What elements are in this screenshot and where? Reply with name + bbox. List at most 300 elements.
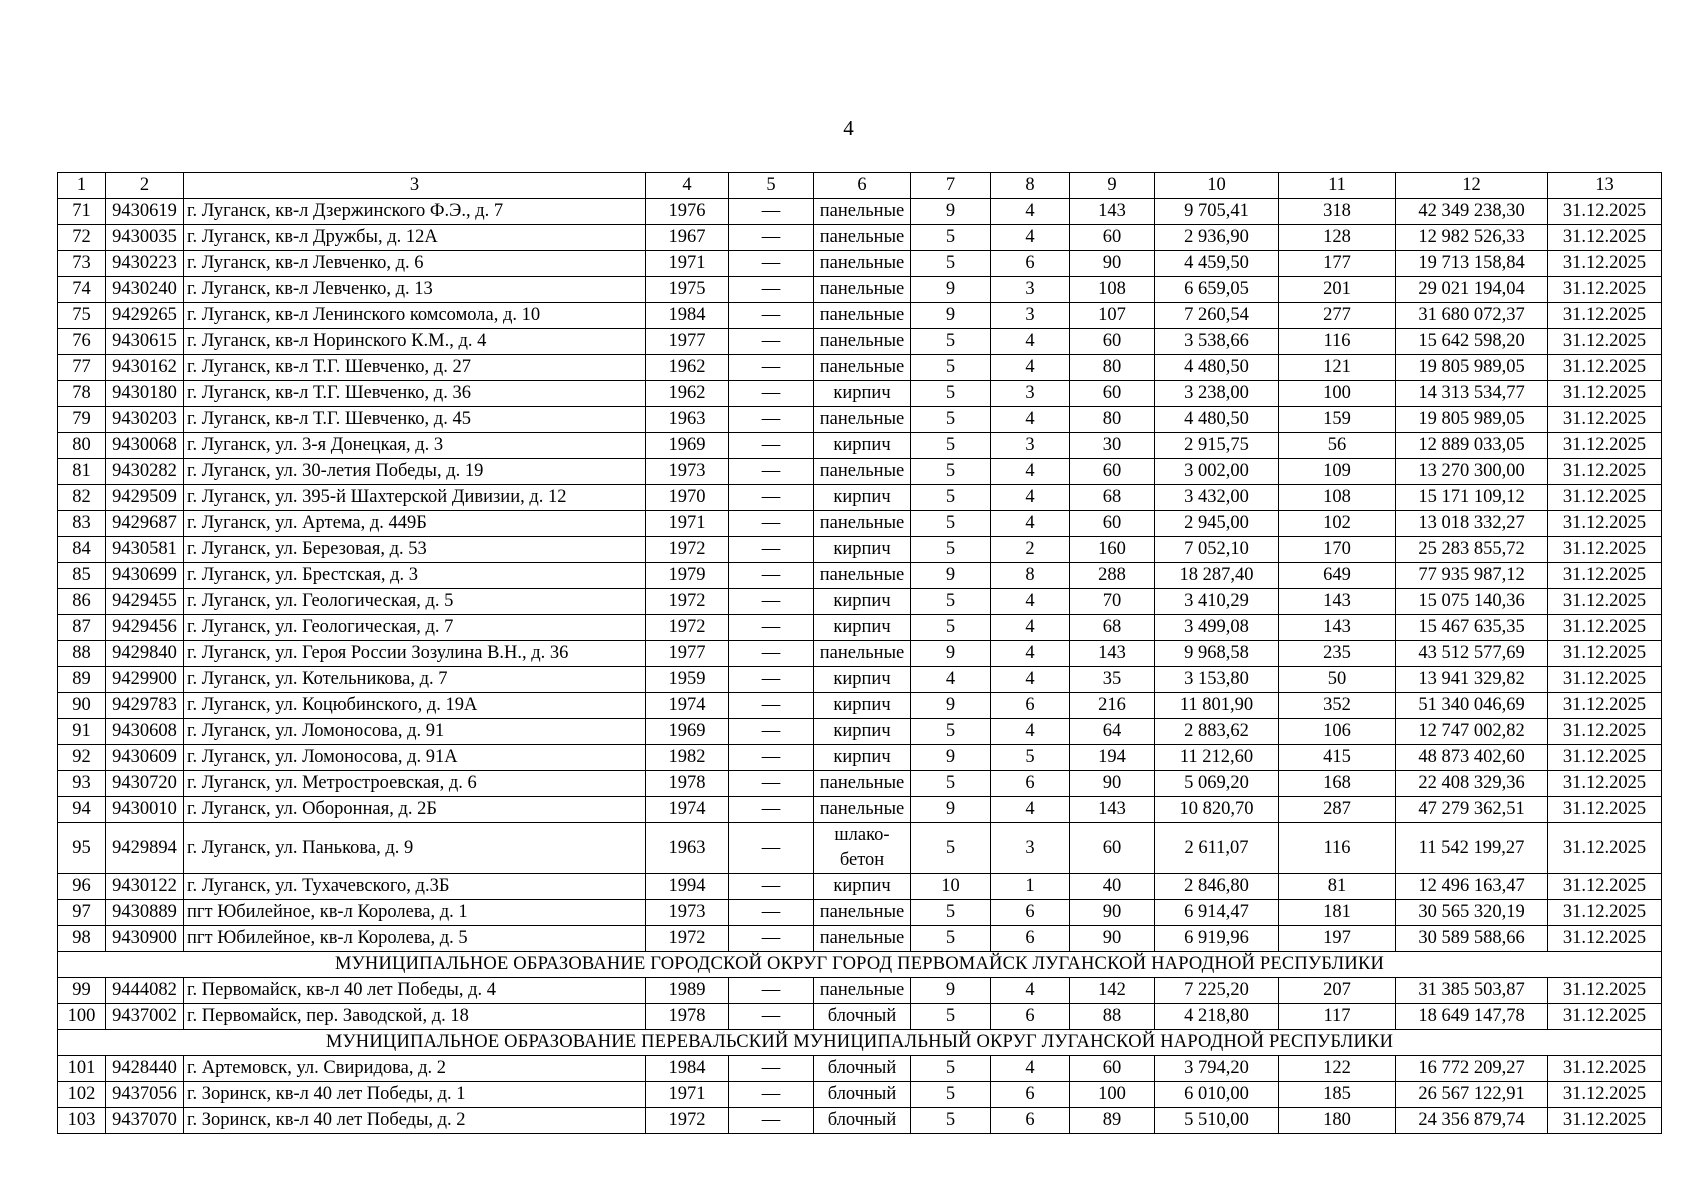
residents-cell: 352 — [1279, 693, 1396, 719]
table-row — [58, 978, 1662, 1004]
apartments-cell: 60 — [1070, 329, 1155, 355]
cost-cell: 25 283 855,72 — [1396, 537, 1548, 563]
cost-cell: 47 279 362,51 — [1396, 797, 1548, 823]
area-cell: 4 480,50 — [1155, 407, 1279, 433]
deadline-cell: 31.12.2025 — [1548, 459, 1662, 485]
wall-material-cell: блочный — [814, 1056, 911, 1082]
object-code-cell: 9430609 — [106, 745, 184, 771]
address-cell: г. Луганск, ул. Котельникова, д. 7 — [184, 667, 646, 693]
year-built-cell: 1963 — [646, 407, 729, 433]
dash-col-cell: — — [729, 303, 814, 329]
object-code-cell: 9429894 — [106, 823, 184, 874]
residents-cell: 277 — [1279, 303, 1396, 329]
year-built-cell: 1971 — [646, 1082, 729, 1108]
table-row — [58, 719, 1662, 745]
dash-col-cell: — — [729, 926, 814, 952]
deadline-cell: 31.12.2025 — [1548, 926, 1662, 952]
address-cell: г. Первомайск, пер. Заводской, д. 18 — [184, 1004, 646, 1030]
column-header: 7 — [911, 173, 991, 199]
area-cell: 3 238,00 — [1155, 381, 1279, 407]
floors-cell: 5 — [911, 771, 991, 797]
residents-cell: 56 — [1279, 433, 1396, 459]
table-row — [58, 874, 1662, 900]
row-number-cell: 82 — [58, 485, 106, 511]
wall-material-cell: панельные — [814, 563, 911, 589]
year-built-cell: 1972 — [646, 1108, 729, 1134]
entrances-cell: 4 — [991, 719, 1070, 745]
wall-material-cell: кирпич — [814, 381, 911, 407]
entrances-cell: 4 — [991, 511, 1070, 537]
table-row — [58, 745, 1662, 771]
entrances-cell: 4 — [991, 1056, 1070, 1082]
area-cell: 3 538,66 — [1155, 329, 1279, 355]
table-row — [58, 771, 1662, 797]
deadline-cell: 31.12.2025 — [1548, 823, 1662, 874]
cost-cell: 15 642 598,20 — [1396, 329, 1548, 355]
object-code-cell: 9429455 — [106, 589, 184, 615]
floors-cell: 5 — [911, 1004, 991, 1030]
entrances-cell: 6 — [991, 251, 1070, 277]
column-header: 9 — [1070, 173, 1155, 199]
area-cell: 9 968,58 — [1155, 641, 1279, 667]
dash-col-cell: — — [729, 1056, 814, 1082]
object-code-cell: 9429687 — [106, 511, 184, 537]
year-built-cell: 1972 — [646, 615, 729, 641]
object-code-cell: 9437070 — [106, 1108, 184, 1134]
wall-material-cell: панельные — [814, 900, 911, 926]
address-cell: г. Луганск, кв-л Левченко, д. 6 — [184, 251, 646, 277]
dash-col-cell: — — [729, 823, 814, 874]
area-cell: 2 611,07 — [1155, 823, 1279, 874]
entrances-cell: 4 — [991, 641, 1070, 667]
page-number: 4 — [843, 116, 854, 140]
table-row — [58, 926, 1662, 952]
cost-cell: 13 941 329,82 — [1396, 667, 1548, 693]
entrances-cell: 4 — [991, 667, 1070, 693]
deadline-cell: 31.12.2025 — [1548, 303, 1662, 329]
residents-cell: 185 — [1279, 1082, 1396, 1108]
apartments-cell: 60 — [1070, 459, 1155, 485]
table-row — [58, 615, 1662, 641]
apartments-cell: 160 — [1070, 537, 1155, 563]
object-code-cell: 9430035 — [106, 225, 184, 251]
entrances-cell: 4 — [991, 355, 1070, 381]
object-code-cell: 9430010 — [106, 797, 184, 823]
residents-cell: 100 — [1279, 381, 1396, 407]
residents-cell: 170 — [1279, 537, 1396, 563]
area-cell: 6 919,96 — [1155, 926, 1279, 952]
table-body — [58, 199, 1662, 1134]
floors-cell: 5 — [911, 1108, 991, 1134]
table-row — [58, 1004, 1662, 1030]
table-row — [58, 381, 1662, 407]
address-cell: г. Луганск, ул. Геологическая, д. 5 — [184, 589, 646, 615]
deadline-cell: 31.12.2025 — [1548, 407, 1662, 433]
row-number-cell: 75 — [58, 303, 106, 329]
deadline-cell: 31.12.2025 — [1548, 1108, 1662, 1134]
wall-material-cell: кирпич — [814, 433, 911, 459]
object-code-cell: 9430240 — [106, 277, 184, 303]
floors-cell: 9 — [911, 978, 991, 1004]
wall-material-cell: панельные — [814, 303, 911, 329]
apartments-cell: 89 — [1070, 1108, 1155, 1134]
row-number-cell: 101 — [58, 1056, 106, 1082]
year-built-cell: 1976 — [646, 199, 729, 225]
address-cell: г. Зоринск, кв-л 40 лет Победы, д. 2 — [184, 1108, 646, 1134]
apartments-cell: 143 — [1070, 199, 1155, 225]
column-header: 2 — [106, 173, 184, 199]
wall-material-cell: панельные — [814, 355, 911, 381]
deadline-cell: 31.12.2025 — [1548, 199, 1662, 225]
residents-cell: 287 — [1279, 797, 1396, 823]
dash-col-cell: — — [729, 797, 814, 823]
residents-cell: 207 — [1279, 978, 1396, 1004]
residents-cell: 128 — [1279, 225, 1396, 251]
object-code-cell: 9429509 — [106, 485, 184, 511]
cost-cell: 42 349 238,30 — [1396, 199, 1548, 225]
floors-cell: 5 — [911, 589, 991, 615]
row-number-cell: 93 — [58, 771, 106, 797]
residents-cell: 102 — [1279, 511, 1396, 537]
address-cell: г. Луганск, ул. Героя России Зозулина В.Н., д. 36 — [184, 641, 646, 667]
table-row — [58, 1056, 1662, 1082]
entrances-cell: 6 — [991, 1108, 1070, 1134]
area-cell: 3 794,20 — [1155, 1056, 1279, 1082]
object-code-cell: 9430615 — [106, 329, 184, 355]
year-built-cell: 1974 — [646, 797, 729, 823]
apartments-cell: 90 — [1070, 900, 1155, 926]
floors-cell: 5 — [911, 615, 991, 641]
year-built-cell: 1974 — [646, 693, 729, 719]
apartments-cell: 108 — [1070, 277, 1155, 303]
deadline-cell: 31.12.2025 — [1548, 251, 1662, 277]
entrances-cell: 3 — [991, 381, 1070, 407]
object-code-cell: 9430900 — [106, 926, 184, 952]
year-built-cell: 1969 — [646, 719, 729, 745]
residents-cell: 108 — [1279, 485, 1396, 511]
table-row — [58, 485, 1662, 511]
dash-col-cell: — — [729, 978, 814, 1004]
address-cell: г. Луганск, ул. 395-й Шахтерской Дивизии, д. 12 — [184, 485, 646, 511]
section-heading-row — [58, 1030, 1662, 1056]
header-row — [58, 173, 1662, 199]
area-cell: 6 010,00 — [1155, 1082, 1279, 1108]
column-header: 8 — [991, 173, 1070, 199]
entrances-cell: 4 — [991, 199, 1070, 225]
deadline-cell: 31.12.2025 — [1548, 563, 1662, 589]
residents-cell: 50 — [1279, 667, 1396, 693]
row-number-cell: 80 — [58, 433, 106, 459]
table-row — [58, 537, 1662, 563]
section-heading-row — [58, 952, 1662, 978]
object-code-cell: 9428440 — [106, 1056, 184, 1082]
dash-col-cell: — — [729, 251, 814, 277]
residents-cell: 116 — [1279, 823, 1396, 874]
object-code-cell: 9429900 — [106, 667, 184, 693]
apartments-cell: 30 — [1070, 433, 1155, 459]
dash-col-cell: — — [729, 589, 814, 615]
area-cell: 7 052,10 — [1155, 537, 1279, 563]
section-heading: МУНИЦИПАЛЬНОЕ ОБРАЗОВАНИЕ ГОРОДСКОЙ ОКРУГ ГОРОД ПЕРВОМАЙСК ЛУГАНСКОЙ НАРОДНОЙ РЕСПУБЛИКИ — [58, 952, 1662, 978]
address-cell: г. Первомайск, кв-л 40 лет Победы, д. 4 — [184, 978, 646, 1004]
address-cell: г. Зоринск, кв-л 40 лет Победы, д. 1 — [184, 1082, 646, 1108]
address-cell: г. Луганск, ул. Березовая, д. 53 — [184, 537, 646, 563]
dash-col-cell: — — [729, 563, 814, 589]
dash-col-cell: — — [729, 537, 814, 563]
apartments-cell: 90 — [1070, 926, 1155, 952]
floors-cell: 9 — [911, 277, 991, 303]
floors-cell: 5 — [911, 926, 991, 952]
year-built-cell: 1977 — [646, 641, 729, 667]
dash-col-cell: — — [729, 1082, 814, 1108]
area-cell: 5 510,00 — [1155, 1108, 1279, 1134]
dash-col-cell: — — [729, 615, 814, 641]
entrances-cell: 3 — [991, 823, 1070, 874]
entrances-cell: 4 — [991, 225, 1070, 251]
object-code-cell: 9430282 — [106, 459, 184, 485]
floors-cell: 9 — [911, 797, 991, 823]
object-code-cell: 9444082 — [106, 978, 184, 1004]
address-cell: г. Луганск, кв-л Т.Г. Шевченко, д. 27 — [184, 355, 646, 381]
cost-cell: 22 408 329,36 — [1396, 771, 1548, 797]
row-number-cell: 97 — [58, 900, 106, 926]
apartments-cell: 68 — [1070, 615, 1155, 641]
entrances-cell: 5 — [991, 745, 1070, 771]
row-number-cell: 92 — [58, 745, 106, 771]
deadline-cell: 31.12.2025 — [1548, 433, 1662, 459]
apartments-cell: 80 — [1070, 355, 1155, 381]
address-cell: г. Луганск, кв-л Т.Г. Шевченко, д. 36 — [184, 381, 646, 407]
deadline-cell: 31.12.2025 — [1548, 355, 1662, 381]
wall-material-cell: панельные — [814, 459, 911, 485]
dash-col-cell: — — [729, 225, 814, 251]
area-cell: 18 287,40 — [1155, 563, 1279, 589]
wall-material-cell: кирпич — [814, 667, 911, 693]
object-code-cell: 9429783 — [106, 693, 184, 719]
area-cell: 4 218,80 — [1155, 1004, 1279, 1030]
address-cell: г. Луганск, ул. Оборонная, д. 2Б — [184, 797, 646, 823]
year-built-cell: 1979 — [646, 563, 729, 589]
address-cell: г. Луганск, кв-л Норинского К.М., д. 4 — [184, 329, 646, 355]
row-number-cell: 76 — [58, 329, 106, 355]
entrances-cell: 6 — [991, 1082, 1070, 1108]
deadline-cell: 31.12.2025 — [1548, 1056, 1662, 1082]
area-cell: 5 069,20 — [1155, 771, 1279, 797]
apartments-cell: 60 — [1070, 823, 1155, 874]
object-code-cell: 9430699 — [106, 563, 184, 589]
column-header: 5 — [729, 173, 814, 199]
table-row — [58, 823, 1662, 874]
wall-material-cell: блочный — [814, 1108, 911, 1134]
year-built-cell: 1973 — [646, 900, 729, 926]
residents-cell: 168 — [1279, 771, 1396, 797]
wall-material-cell: кирпич — [814, 615, 911, 641]
residents-cell: 116 — [1279, 329, 1396, 355]
table-row — [58, 693, 1662, 719]
table-row — [58, 407, 1662, 433]
residents-cell: 197 — [1279, 926, 1396, 952]
cost-cell: 13 270 300,00 — [1396, 459, 1548, 485]
wall-material-cell: панельные — [814, 978, 911, 1004]
cost-cell: 51 340 046,69 — [1396, 693, 1548, 719]
entrances-cell: 4 — [991, 589, 1070, 615]
row-number-cell: 96 — [58, 874, 106, 900]
deadline-cell: 31.12.2025 — [1548, 641, 1662, 667]
floors-cell: 5 — [911, 485, 991, 511]
dash-col-cell: — — [729, 511, 814, 537]
area-cell: 3 410,29 — [1155, 589, 1279, 615]
cost-cell: 19 805 989,05 — [1396, 407, 1548, 433]
cost-cell: 26 567 122,91 — [1396, 1082, 1548, 1108]
year-built-cell: 1971 — [646, 511, 729, 537]
year-built-cell: 1967 — [646, 225, 729, 251]
apartments-cell: 90 — [1070, 771, 1155, 797]
wall-material-cell: кирпич — [814, 719, 911, 745]
year-built-cell: 1970 — [646, 485, 729, 511]
object-code-cell: 9437002 — [106, 1004, 184, 1030]
wall-material-cell: кирпич — [814, 485, 911, 511]
floors-cell: 4 — [911, 667, 991, 693]
cost-cell: 43 512 577,69 — [1396, 641, 1548, 667]
row-number-cell: 103 — [58, 1108, 106, 1134]
dash-col-cell: — — [729, 381, 814, 407]
object-code-cell: 9429265 — [106, 303, 184, 329]
cost-cell: 15 467 635,35 — [1396, 615, 1548, 641]
wall-material-cell: кирпич — [814, 693, 911, 719]
table-row — [58, 563, 1662, 589]
entrances-cell: 3 — [991, 303, 1070, 329]
area-cell: 6 659,05 — [1155, 277, 1279, 303]
address-cell: г. Луганск, кв-л Дружбы, д. 12А — [184, 225, 646, 251]
address-cell: г. Луганск, кв-л Ленинского комсомола, д. 10 — [184, 303, 646, 329]
apartments-cell: 60 — [1070, 225, 1155, 251]
row-number-cell: 83 — [58, 511, 106, 537]
deadline-cell: 31.12.2025 — [1548, 589, 1662, 615]
deadline-cell: 31.12.2025 — [1548, 381, 1662, 407]
entrances-cell: 1 — [991, 874, 1070, 900]
table-row — [58, 355, 1662, 381]
row-number-cell: 98 — [58, 926, 106, 952]
table-row — [58, 641, 1662, 667]
floors-cell: 5 — [911, 1056, 991, 1082]
area-cell: 2 945,00 — [1155, 511, 1279, 537]
address-cell: г. Луганск, кв-л Левченко, д. 13 — [184, 277, 646, 303]
row-number-cell: 102 — [58, 1082, 106, 1108]
floors-cell: 9 — [911, 693, 991, 719]
row-number-cell: 88 — [58, 641, 106, 667]
row-number-cell: 72 — [58, 225, 106, 251]
address-cell: г. Луганск, кв-л Т.Г. Шевченко, д. 45 — [184, 407, 646, 433]
cost-cell: 12 889 033,05 — [1396, 433, 1548, 459]
object-code-cell: 9429840 — [106, 641, 184, 667]
object-code-cell: 9430203 — [106, 407, 184, 433]
cost-cell: 12 496 163,47 — [1396, 874, 1548, 900]
year-built-cell: 1972 — [646, 537, 729, 563]
wall-material-cell: панельные — [814, 407, 911, 433]
area-cell: 2 915,75 — [1155, 433, 1279, 459]
entrances-cell: 6 — [991, 900, 1070, 926]
floors-cell: 5 — [911, 823, 991, 874]
address-cell: г. Луганск, ул. Метростроевская, д. 6 — [184, 771, 646, 797]
address-cell: г. Луганск, ул. Панькова, д. 9 — [184, 823, 646, 874]
apartments-cell: 60 — [1070, 511, 1155, 537]
floors-cell: 5 — [911, 537, 991, 563]
floors-cell: 5 — [911, 433, 991, 459]
year-built-cell: 1963 — [646, 823, 729, 874]
dash-col-cell: — — [729, 745, 814, 771]
apartments-cell: 288 — [1070, 563, 1155, 589]
floors-cell: 9 — [911, 303, 991, 329]
deadline-cell: 31.12.2025 — [1548, 537, 1662, 563]
entrances-cell: 4 — [991, 407, 1070, 433]
apartments-cell: 40 — [1070, 874, 1155, 900]
deadline-cell: 31.12.2025 — [1548, 485, 1662, 511]
apartments-cell: 70 — [1070, 589, 1155, 615]
deadline-cell: 31.12.2025 — [1548, 1004, 1662, 1030]
wall-material-cell: кирпич — [814, 589, 911, 615]
table-row — [58, 433, 1662, 459]
floors-cell: 10 — [911, 874, 991, 900]
cost-cell: 13 018 332,27 — [1396, 511, 1548, 537]
table-row — [58, 667, 1662, 693]
cost-cell: 18 649 147,78 — [1396, 1004, 1548, 1030]
column-header: 1 — [58, 173, 106, 199]
dash-col-cell: — — [729, 693, 814, 719]
year-built-cell: 1984 — [646, 1056, 729, 1082]
floors-cell: 5 — [911, 329, 991, 355]
area-cell: 9 705,41 — [1155, 199, 1279, 225]
area-cell: 11 801,90 — [1155, 693, 1279, 719]
cost-cell: 77 935 987,12 — [1396, 563, 1548, 589]
table-row — [58, 589, 1662, 615]
residents-cell: 121 — [1279, 355, 1396, 381]
entrances-cell: 6 — [991, 771, 1070, 797]
row-number-cell: 89 — [58, 667, 106, 693]
object-code-cell: 9430223 — [106, 251, 184, 277]
cost-cell: 16 772 209,27 — [1396, 1056, 1548, 1082]
residents-cell: 180 — [1279, 1108, 1396, 1134]
address-cell: г. Луганск, ул. Коцюбинского, д. 19А — [184, 693, 646, 719]
table-row — [58, 511, 1662, 537]
apartments-cell: 143 — [1070, 641, 1155, 667]
floors-cell: 9 — [911, 563, 991, 589]
entrances-cell: 4 — [991, 329, 1070, 355]
entrances-cell: 6 — [991, 1004, 1070, 1030]
object-code-cell: 9430581 — [106, 537, 184, 563]
object-code-cell: 9437056 — [106, 1082, 184, 1108]
row-number-cell: 85 — [58, 563, 106, 589]
row-number-cell: 78 — [58, 381, 106, 407]
deadline-cell: 31.12.2025 — [1548, 329, 1662, 355]
dash-col-cell: — — [729, 407, 814, 433]
entrances-cell: 4 — [991, 485, 1070, 511]
table-row — [58, 900, 1662, 926]
residents-cell: 117 — [1279, 1004, 1396, 1030]
floors-cell: 5 — [911, 1082, 991, 1108]
entrances-cell: 3 — [991, 277, 1070, 303]
floors-cell: 5 — [911, 511, 991, 537]
column-header: 3 — [184, 173, 646, 199]
year-built-cell: 1972 — [646, 926, 729, 952]
area-cell: 2 846,80 — [1155, 874, 1279, 900]
dash-col-cell: — — [729, 719, 814, 745]
year-built-cell: 1984 — [646, 303, 729, 329]
address-cell: г. Луганск, ул. 30-летия Победы, д. 19 — [184, 459, 646, 485]
residents-cell: 143 — [1279, 615, 1396, 641]
floors-cell: 9 — [911, 199, 991, 225]
object-code-cell: 9430068 — [106, 433, 184, 459]
deadline-cell: 31.12.2025 — [1548, 1082, 1662, 1108]
